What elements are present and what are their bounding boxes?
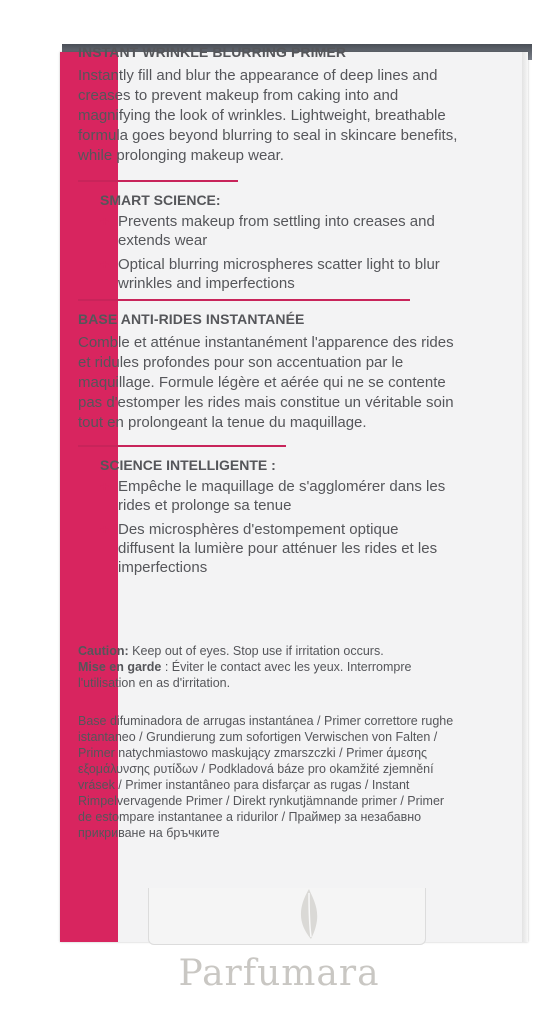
- divider-long: [78, 299, 410, 301]
- french-description: Comble et atténue instantanément l'apparence des rides et ridules profondes pour son accentuation par le maquillage. Formule légère et aérée qui ne se contente pas d'estomper les rides mais constitue un véritable soin tout en prolongeant la tenue du maquillage.: [78, 334, 454, 431]
- english-title: INSTANT WRINKLE BLURRING PRIMER: [78, 44, 347, 60]
- french-bullets: [78, 477, 458, 577]
- divider-short-fr: [78, 445, 286, 447]
- caution-block: [78, 643, 458, 691]
- plus-icon: +: [100, 213, 109, 230]
- box-bottom-tab: [148, 888, 426, 945]
- parfumara-watermark: Parfumara: [178, 953, 380, 994]
- english-description: Instantly fill and blur the appearance of deep lines and creases to prevent makeup from caking into and magnifying the look of wrinkles. Lightweight, breathable formula goes beyond blurring to seal in skincare benefits, while prolonging makeup wear.: [78, 67, 458, 164]
- english-bullets: [78, 212, 458, 293]
- caution-label-en: Caution:: [78, 644, 129, 658]
- french-title: BASE ANTI-RIDES INSTANTANÉE: [78, 311, 305, 327]
- smart-science-heading: SMART SCIENCE:: [100, 192, 221, 208]
- list-item: + Prevents makeup from settling into creases and extends wear: [100, 213, 435, 249]
- english-section: [78, 44, 458, 582]
- leaf-watermark-icon: [293, 885, 329, 941]
- list-item: + Empêche le maquillage de s'agglomérer dans les rides et prolonge sa tenue: [100, 478, 446, 514]
- multilingual-names: Base difuminadora de arrugas instantánea / Primer correttore rughe istantaneo / Grundierung zum sofortigen Verwischen von Falten / Primer natychmiastowo maskujący zmarszczki / Primer άμεσης εξομάλυνσης ρυτίδων / Podkladová báze pro okamžité zjemnění vrásek / Primer instantâneo para disfarçar as rugas / Instant Rimpelvervagende Primer / Direkt rynkutjämnande primer / Primer de estompare instantanee a ridurilor / Праймер за незабавно прикриване на бръчките: [78, 714, 454, 840]
- box-right-edge: [522, 52, 528, 942]
- list-item: + Optical blurring microspheres scatter light to blur wrinkles and imperfections: [100, 256, 440, 292]
- science-intelligente-heading: SCIENCE INTELLIGENTE :: [100, 457, 276, 473]
- caution-text-fr: : Éviter le contact avec les yeux. Interrompre l'utilisation en as d'irritation.: [78, 660, 412, 690]
- divider-short: [78, 180, 238, 182]
- plus-icon: +: [100, 256, 109, 273]
- plus-icon: +: [100, 478, 109, 495]
- caution-label-fr: Mise en garde: [78, 660, 162, 674]
- caution-text-en: Keep out of eyes. Stop use if irritation occurs.: [128, 644, 384, 658]
- plus-icon: +: [100, 521, 109, 538]
- list-item: + Des microsphères d'estompement optique diffusent la lumière pour atténuer les rides et les imperfections: [100, 521, 438, 576]
